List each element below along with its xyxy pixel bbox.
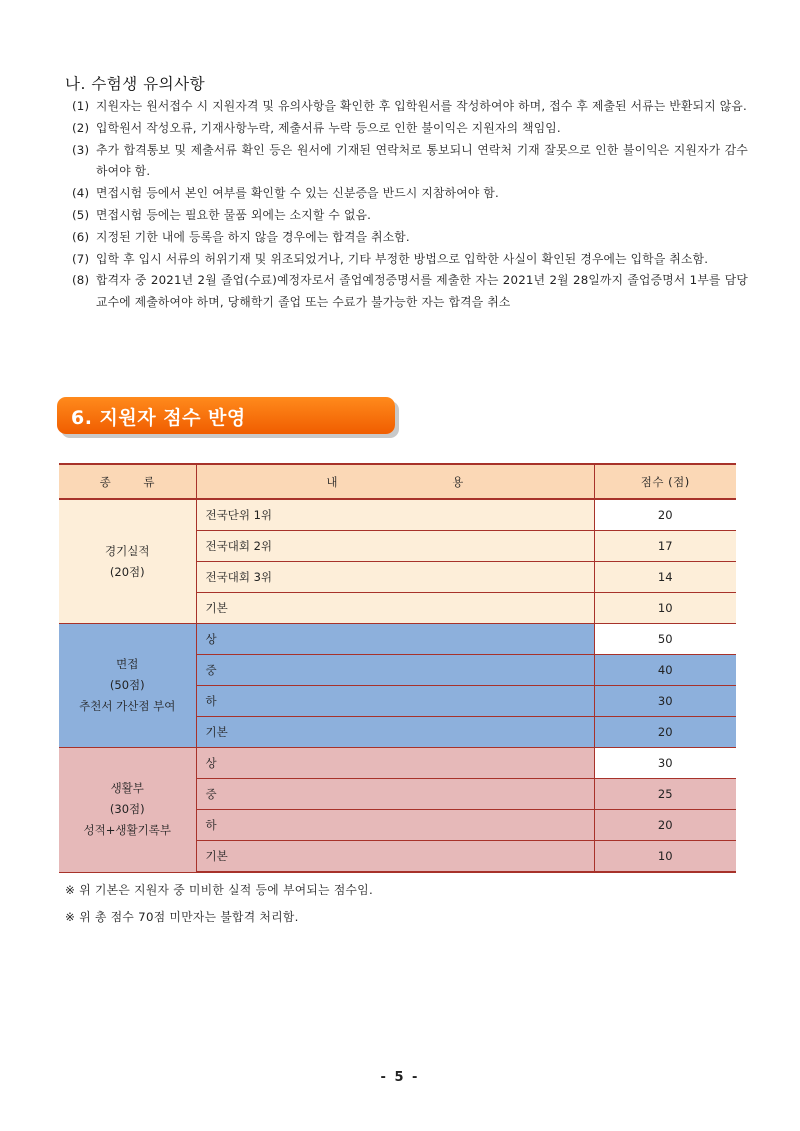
- note-item: [72, 227, 748, 249]
- note-number: (5): [72, 207, 90, 222]
- note-text: 추가 합격통보 및 제출서류 확인 등은 원서에 기재된 연락처로 통보되니 연락처 기재 잘못으로 인한 불이익은 지원자가 감수하여야 함.: [96, 142, 748, 179]
- note-text: 입학원서 작성오류, 기재사항누락, 제출서류 누락 등으로 인한 불이익은 지원자의 책임임.: [96, 120, 561, 135]
- score-cell: 17: [594, 531, 736, 562]
- table-header-row: [59, 464, 736, 499]
- score-cell: 20: [594, 810, 736, 841]
- note-text: 합격자 중 2021년 2월 졸업(수료)예정자로서 졸업예정증명서를 제출한 자는 2021년 2월 28일까지 졸업증명서 1부를 담당교수에 제출하여야 하며, 당해학기 졸업 또는 수료가 불가능한 자는 합격을 취소: [96, 273, 748, 310]
- note-number: (4): [72, 186, 90, 201]
- notes-list: [72, 96, 748, 314]
- note-number: (3): [72, 142, 90, 157]
- note-text: 면접시험 등에는 필요한 물품 외에는 소지할 수 없음.: [96, 207, 372, 222]
- item-cell: 상: [196, 748, 594, 779]
- page-number: - 5 -: [380, 1070, 420, 1085]
- score-cell: 30: [594, 748, 736, 779]
- score-cell: 30: [594, 686, 736, 717]
- note-number: (1): [72, 99, 90, 113]
- footnotes: [65, 877, 373, 931]
- category-note: 추천서 가산점 부여: [79, 699, 176, 713]
- table-row: [59, 748, 736, 779]
- item-cell: 전국대회 2위: [196, 531, 594, 562]
- note-item: [72, 183, 748, 205]
- item-cell: 하: [196, 686, 594, 717]
- item-cell: 기본: [196, 841, 594, 873]
- note-number: (2): [72, 120, 90, 135]
- footnote: ※ 위 총 점수 70점 미만자는 불합격 처리함.: [65, 910, 299, 924]
- note-text: 지원자는 원서접수 시 지원자격 및 유의사항을 확인한 후 입학원서를 작성하여야 하며, 접수 후 제출된 서류는 반환되지 않음.: [96, 99, 747, 113]
- score-cell: 10: [594, 841, 736, 873]
- note-text: 지정된 기한 내에 등록을 하지 않을 경우에는 합격을 취소함.: [96, 229, 410, 244]
- banner-title: 6. 지원자 점수 반영: [71, 407, 246, 429]
- category-name: 면접: [116, 657, 139, 671]
- score-cell: 14: [594, 562, 736, 593]
- item-cell: 기본: [196, 717, 594, 748]
- section-title: 나. 수험생 유의사항: [65, 75, 206, 93]
- table-row: [59, 624, 736, 655]
- category-cell: [59, 624, 196, 748]
- note-number: (7): [72, 251, 90, 266]
- item-cell: 기본: [196, 593, 594, 624]
- score-cell: 40: [594, 655, 736, 686]
- header-score: 점수 (점): [594, 464, 736, 499]
- category-note: 성적+생활기록부: [83, 823, 171, 838]
- note-number: (8): [72, 273, 90, 288]
- note-item: [72, 270, 748, 314]
- note-item: [72, 118, 748, 140]
- note-text: 입학 후 입시 서류의 허위기재 및 위조되었거나, 기타 부정한 방법으로 입학한 사실이 확인된 경우에는 입학을 취소함.: [96, 251, 709, 266]
- note-item: [72, 249, 748, 271]
- item-cell: 중: [196, 655, 594, 686]
- score-cell: 50: [594, 624, 736, 655]
- category-name: 생활부: [110, 781, 144, 796]
- item-cell: 하: [196, 810, 594, 841]
- category-points: (50점): [109, 678, 145, 692]
- item-cell: 전국단위 1위: [196, 499, 594, 531]
- score-cell: 20: [594, 717, 736, 748]
- header-content: 내 용: [196, 464, 594, 499]
- item-cell: 상: [196, 624, 594, 655]
- header-category: 종 류: [59, 464, 196, 499]
- note-item: [72, 96, 748, 118]
- score-cell: 20: [594, 499, 736, 531]
- category-points: (20점): [109, 564, 145, 579]
- score-cell: 10: [594, 593, 736, 624]
- section-banner: [57, 397, 395, 434]
- note-number: (6): [72, 229, 90, 244]
- score-table: [59, 463, 736, 873]
- item-cell: 전국대회 3위: [196, 562, 594, 593]
- category-cell: [59, 748, 196, 873]
- item-cell: 중: [196, 779, 594, 810]
- category-name: 경기실적: [105, 543, 150, 558]
- note-text: 면접시험 등에서 본인 여부를 확인할 수 있는 신분증을 반드시 지참하여야 함.: [96, 186, 499, 201]
- category-cell: [59, 499, 196, 624]
- footnote: ※ 위 기본은 지원자 중 미비한 실적 등에 부여되는 점수임.: [65, 883, 373, 897]
- score-cell: 25: [594, 779, 736, 810]
- note-item: [72, 140, 748, 184]
- note-item: [72, 205, 748, 227]
- category-points: (30점): [109, 802, 145, 817]
- table-row: [59, 499, 736, 531]
